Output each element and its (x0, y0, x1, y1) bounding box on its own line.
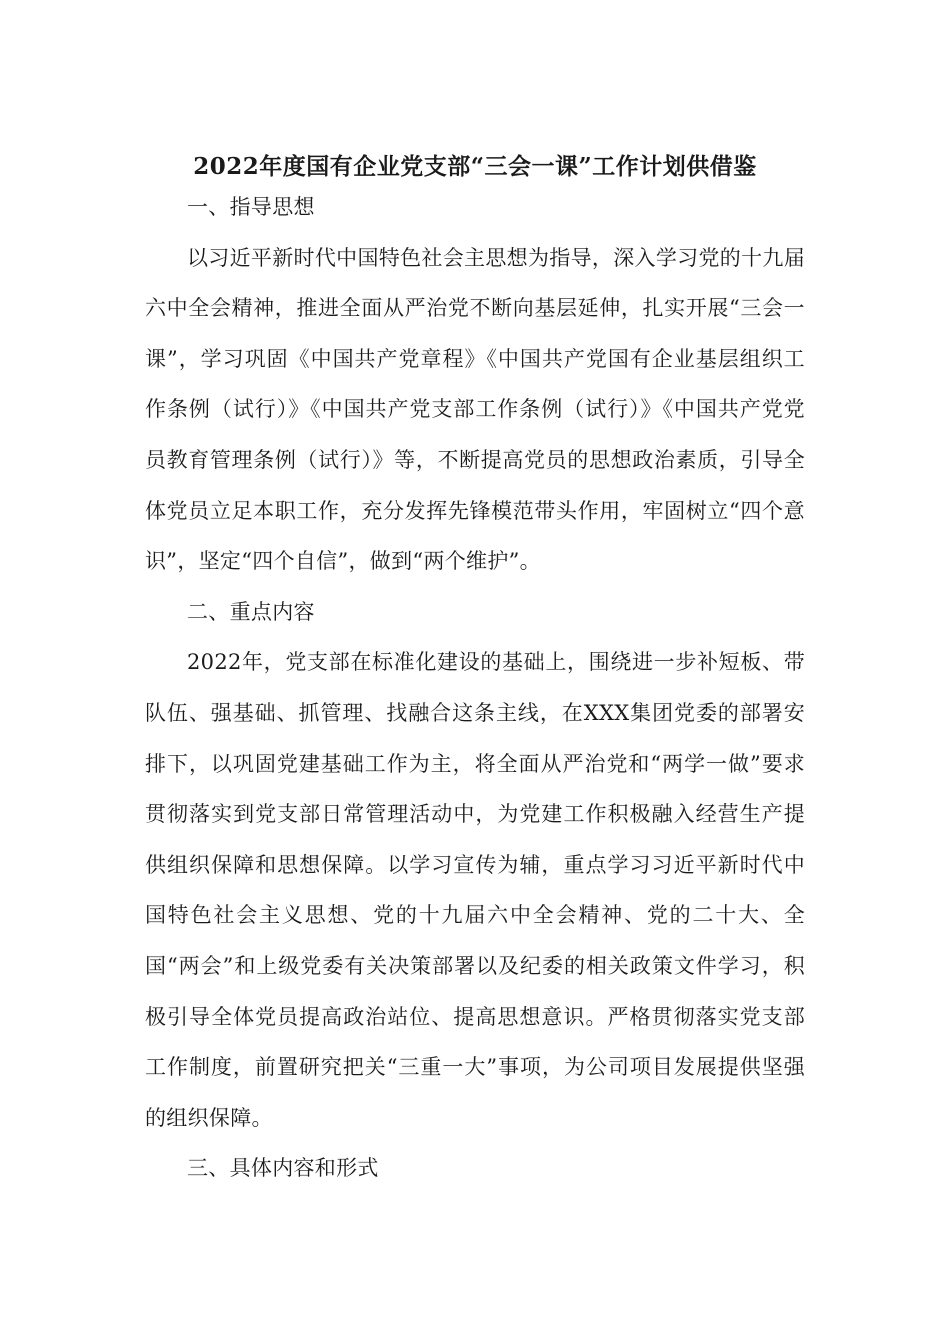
section-heading-3: 三、具体内容和形式 (187, 1156, 379, 1181)
section-1-paragraph-1: 以习近平新时代中国特色社会主思想为指导，深入学习党的十九届六中全会精神，推进全面从严治党不断向基层延伸，扎实开展“三会一课”，学习巩固《中国共产党章程》《中国共产党国有企业基层组织工作条例（试行）》《中国共产党支部工作条例（试行）》《中国共产党党员教育管理条例（试行）》等，不断提高党员的思想政治素质，引导全体党员立足本职工作，充分发挥先锋模范带头作用，牢固树立“四个意识”，坚定“四个自信”，做到“两个维护”。 (145, 245, 805, 574)
document-title: 2022年度国有企业党支部“三会一课”工作计划供借鉴 (193, 153, 757, 181)
section-heading-2: 二、重点内容 (187, 599, 315, 624)
document-body (145, 182, 805, 1194)
section-2-paragraph-1: 2022年，党支部在标准化建设的基础上，围绕进一步补短板、带队伍、强基础、抓管理、找融合这条主线，在XXX集团党委的部署安排下，以巩固党建基础工作为主，将全面从严治党和“两学一做”要求贯彻落实到党支部日常管理活动中，为党建工作积极融入经营生产提供组织保障和思想保障。以学习宣传为辅，重点学习习近平新时代中国特色社会主义思想、党的十九届六中全会精神、党的二十大、全国“两会”和上级党委有关决策部署以及纪委的相关政策文件学习，积极引导全体党员提高政治站位、提高思想意识。严格贯彻落实党支部工作制度，前置研究把关“三重一大”事项，为公司项目发展提供坚强的组织保障。 (145, 650, 805, 1130)
section-heading-1: 一、指导思想 (187, 195, 315, 219)
